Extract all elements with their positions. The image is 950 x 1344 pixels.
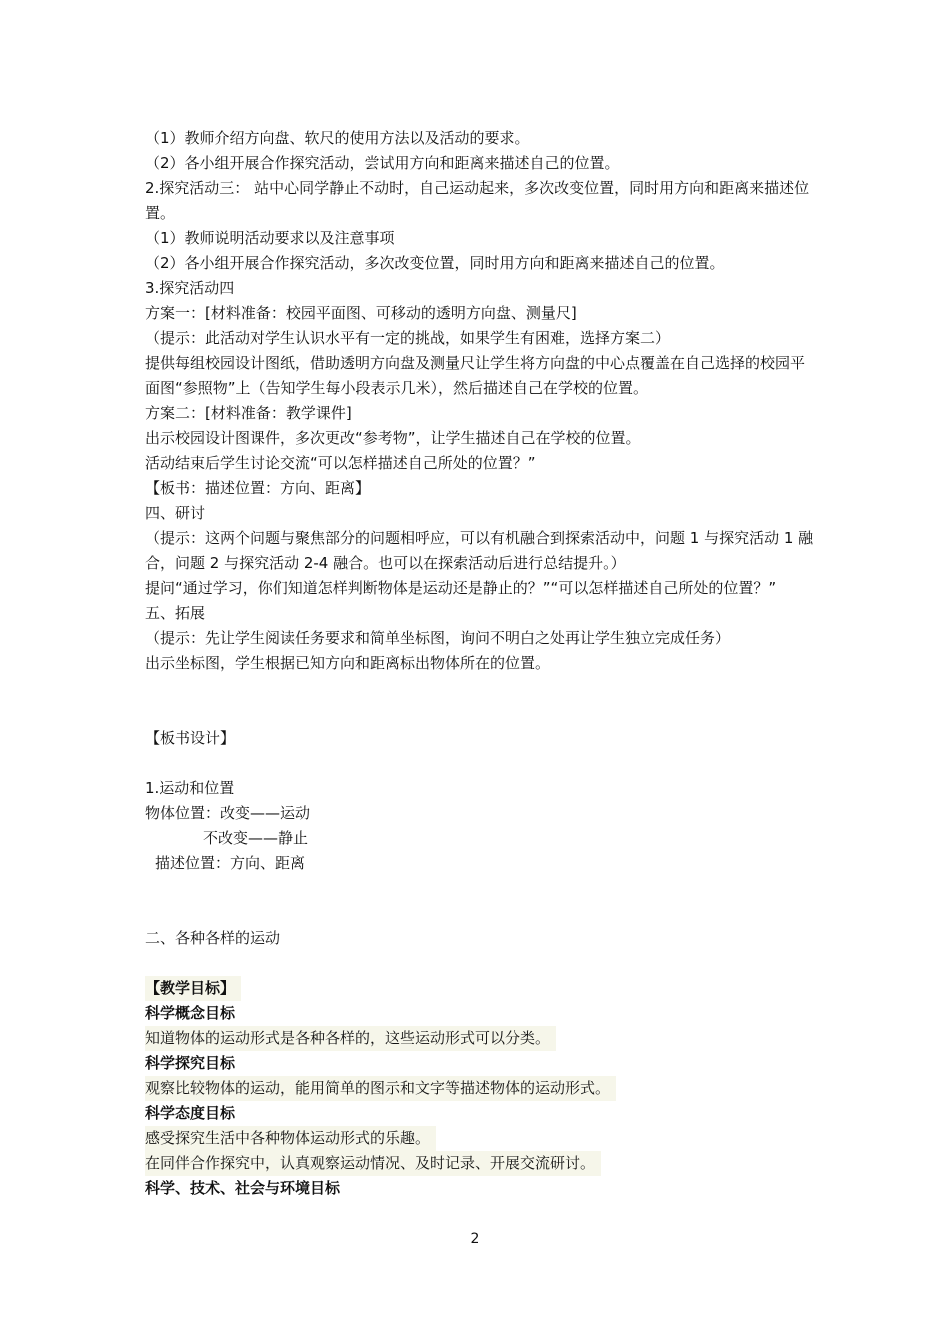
- board-design-line: 物体位置：改变——运动: [145, 804, 311, 822]
- paragraph: （提示：这两个问题与聚焦部分的问题相呼应，可以有机融合到探索活动中，问题 1 与探究活动 1 融合，问题 2 与探究活动 2-4 融合。也可以在探索活动后进行总结提升。）: [145, 529, 814, 572]
- paragraph: 方案一：[材料准备：校园平面图、可移动的透明方向盘、测量尺]: [145, 304, 577, 322]
- paragraph: （2）各小组开展合作探究活动，尝试用方向和距离来描述自己的位置。: [145, 154, 620, 172]
- concept-text-row: [145, 1026, 815, 1051]
- paragraph: （1）教师介绍方向盘、软尺的使用方法以及活动的要求。: [145, 129, 530, 147]
- section-title: 二、各种各样的运动: [145, 929, 281, 947]
- section-heading: 五、拓展: [145, 604, 206, 622]
- attitude-text: 感受探究生活中各种物体运动形式的乐趣。: [145, 1126, 436, 1151]
- paragraph: 提供每组校园设计图纸，借助透明方向盘及测量尺让学生将方向盘的中心点覆盖在自己选择的校园平面图“参照物”上（告知学生每小段表示几米），然后描述自己在学校的位置。: [145, 354, 806, 397]
- paragraph: 活动结束后学生讨论交流“可以怎样描述自己所处的位置？”: [145, 454, 536, 472]
- spacer: [145, 901, 815, 926]
- paragraph: 方案二：[材料准备：教学课件]: [145, 404, 352, 422]
- page-number: 2: [470, 1231, 480, 1247]
- inquiry-text: 观察比较物体的运动，能用简单的图示和文字等描述物体的运动形式。: [145, 1076, 616, 1101]
- concept-heading: 科学概念目标: [145, 1004, 236, 1022]
- paragraph: 【板书：描述位置：方向、距离】: [145, 479, 371, 497]
- inquiry-heading: 科学探究目标: [145, 1054, 236, 1072]
- section-heading: 四、研讨: [145, 504, 206, 522]
- spacer: [145, 876, 815, 901]
- paragraph: （提示：先让学生阅读任务要求和简单坐标图，询问不明白之处再让学生独立完成任务）: [145, 629, 731, 647]
- paragraph: 2.探究活动三： 站中心同学静止不动时，自己运动起来，多次改变位置，同时用方向和距离来描述位置。: [145, 179, 810, 222]
- board-design-line: 描述位置：方向、距离: [155, 854, 306, 872]
- board-design-title: 1.运动和位置: [145, 779, 235, 797]
- spacer: [145, 951, 815, 976]
- objectives-heading-row: [145, 976, 815, 1001]
- attitude-text-row: [145, 1151, 815, 1176]
- objectives-heading: 【教学目标】: [145, 976, 241, 1001]
- spacer: [145, 676, 815, 701]
- board-design-line: 不改变——静止: [203, 829, 309, 847]
- sts-heading: 科学、技术、社会与环境目标: [145, 1179, 341, 1197]
- inquiry-text-row: [145, 1076, 815, 1101]
- paragraph: 提问“通过学习，你们知道怎样判断物体是运动还是静止的？”“可以怎样描述自己所处的位置？”: [145, 579, 777, 597]
- paragraph: （1）教师说明活动要求以及注意事项: [145, 229, 395, 247]
- attitude-heading: 科学态度目标: [145, 1104, 236, 1122]
- document-body: [145, 126, 815, 1201]
- attitude-text: 在同伴合作探究中，认真观察运动情况、及时记录、开展交流研讨。: [145, 1151, 601, 1176]
- paragraph: （2）各小组开展合作探究活动，多次改变位置，同时用方向和距离来描述自己的位置。: [145, 254, 725, 272]
- paragraph: （提示：此活动对学生认识水平有一定的挑战，如果学生有困难，选择方案二）: [145, 329, 671, 347]
- spacer: [145, 701, 815, 726]
- board-design-heading: 【板书设计】: [145, 729, 236, 747]
- paragraph: 出示坐标图，学生根据已知方向和距离标出物体所在的位置。: [145, 654, 551, 672]
- spacer: [145, 751, 815, 776]
- paragraph: 出示校园设计图课件，多次更改“参考物”，让学生描述自己在学校的位置。: [145, 429, 641, 447]
- concept-text: 知道物体的运动形式是各种各样的，这些运动形式可以分类。: [145, 1026, 556, 1051]
- paragraph: 3.探究活动四: [145, 279, 235, 297]
- attitude-text-row: [145, 1126, 815, 1151]
